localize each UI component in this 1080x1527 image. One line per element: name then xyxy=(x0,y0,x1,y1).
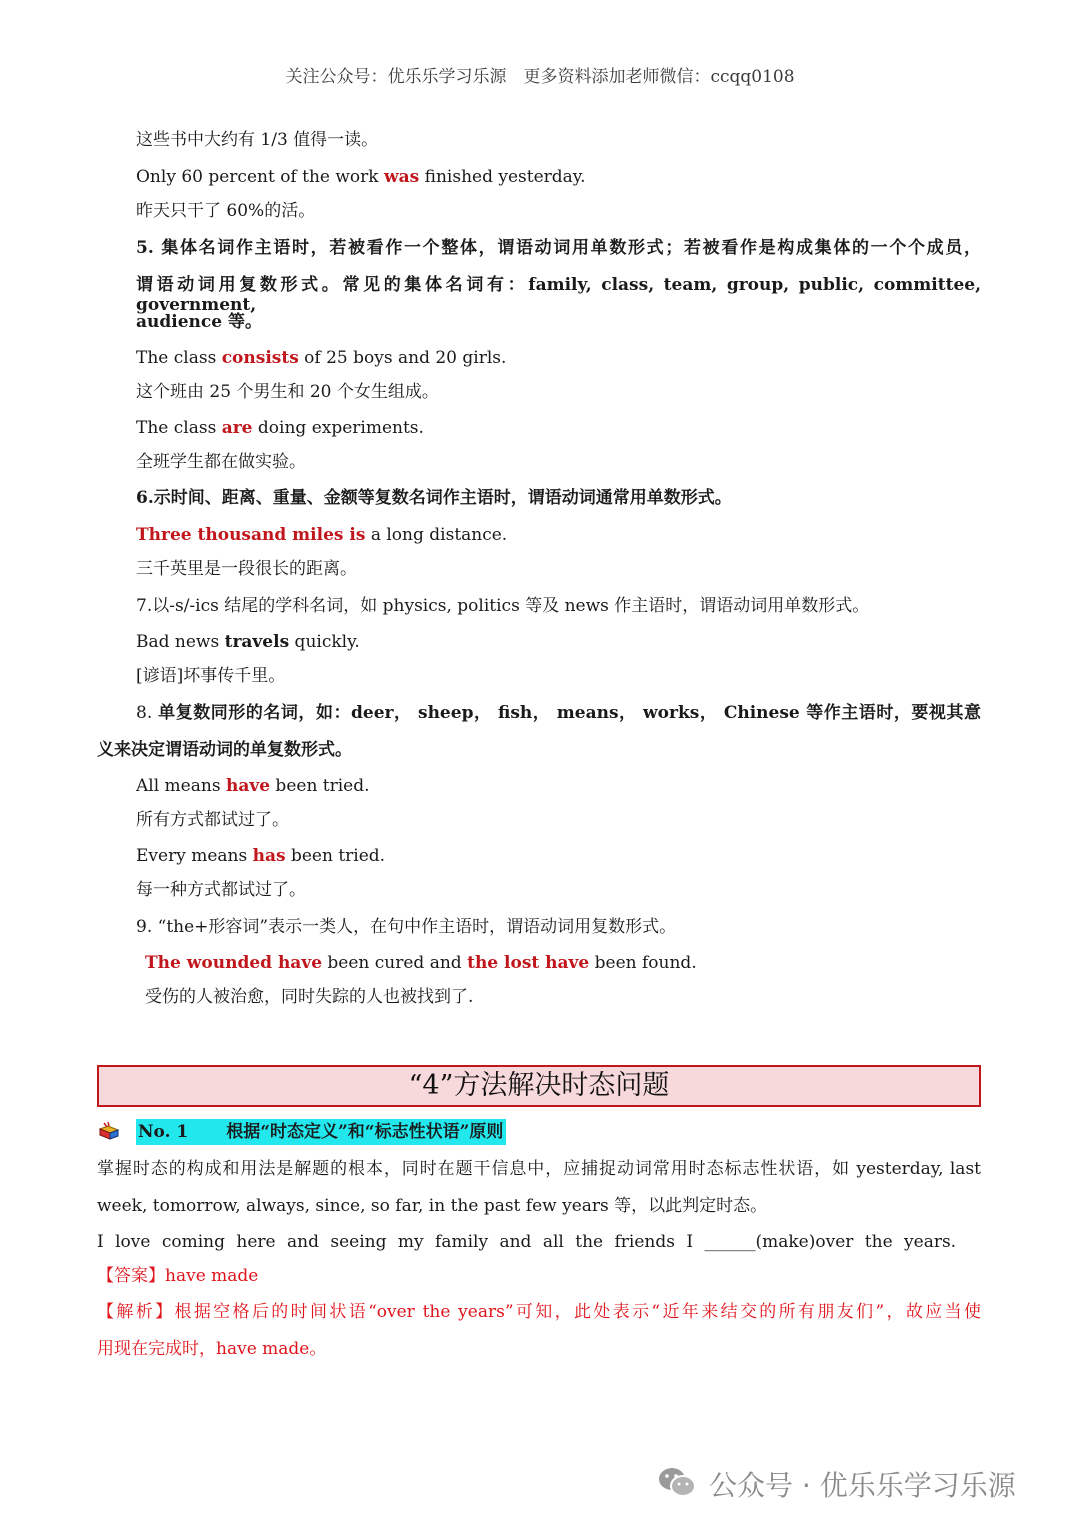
rule-5-line-1: 5. 集体名词作主语时，若被看作一个整体，谓语动词用单数形式；若被看作是构成集体的一个个成员， xyxy=(136,238,981,258)
example-sentence: Every means has been tried. xyxy=(136,846,386,866)
translation: 每一种方式都试过了。 xyxy=(136,880,306,900)
question: I love coming here and seeing my family and all the friends I ______(make)over the years. xyxy=(97,1232,957,1252)
text-line: 这些书中大约有 1/3 值得一读。 xyxy=(136,130,379,150)
page-header: 关注公众号：优乐乐学习乐源 更多资料添加老师微信：ccqq0108 xyxy=(285,67,795,87)
rule-8-line-2: 义来决定谓语动词的单复数形式。 xyxy=(97,740,352,760)
rule-7: 7.以-s/-ics 结尾的学科名词，如 physics, politics 等及 news 作主语时，谓语动词用单数形式。 xyxy=(136,596,870,616)
example-sentence: The class are doing experiments. xyxy=(136,418,424,438)
translation: 全班学生都在做实验。 xyxy=(136,452,306,472)
watermark-text: 公众号 · 优乐乐学习乐源 xyxy=(709,1469,1016,1502)
example-sentence: Three thousand miles is a long distance. xyxy=(136,525,508,545)
book-icon xyxy=(98,1121,120,1141)
example-sentence: All means have been tried. xyxy=(136,776,370,796)
rule-6: 6.示时间、距离、重量、金额等复数名词作主语时，谓语动词通常用单数形式。 xyxy=(136,488,732,508)
example-sentence: Only 60 percent of the work was finished yesterday. xyxy=(136,167,586,187)
example-sentence: The class consists of 25 boys and 20 girls. xyxy=(136,348,507,368)
rule-9: 9. “the+形容词”表示一类人，在句中作主语时，谓语动词用复数形式。 xyxy=(136,917,677,937)
rule-8-line-1: 8. 单复数同形的名词，如：deer， sheep， fish， means， works， Chinese 等作主语时，要视其意 xyxy=(136,703,981,723)
analysis-line-2: 用现在完成时，have made。 xyxy=(97,1339,327,1359)
rule-5-line-2: 谓语动词用复数形式。常见的集体名词有：family, class, team, group, public, committee, government, xyxy=(136,275,981,316)
translation: 昨天只干了 60%的活。 xyxy=(136,201,316,221)
answer: 【答案】have made xyxy=(97,1266,259,1286)
paragraph-line: week, tomorrow, always, since, so far, in the past few years 等，以此判定时态。 xyxy=(97,1196,768,1216)
translation: [谚语]坏事传千里。 xyxy=(136,666,286,686)
wechat-icon xyxy=(657,1466,697,1498)
method-label: No. 1 根据“时态定义”和“标志性状语”原则 xyxy=(136,1119,506,1145)
translation: 这个班由 25 个男生和 20 个女生组成。 xyxy=(136,382,439,402)
translation: 三千英里是一段很长的距离。 xyxy=(136,559,357,579)
example-sentence: Bad news travels quickly. xyxy=(136,632,360,652)
translation: 受伤的人被治愈，同时失踪的人也被找到了. xyxy=(145,987,474,1007)
section-title: “4”方法解决时态问题 xyxy=(97,1065,981,1107)
paragraph-line: 掌握时态的构成和用法是解题的根本，同时在题干信息中，应捕捉动词常用时态标志性状语，如 yesterday, last xyxy=(97,1159,981,1179)
translation: 所有方式都试过了。 xyxy=(136,810,289,830)
example-sentence: The wounded have been cured and the lost have been found. xyxy=(145,953,697,973)
rule-5-line-3: audience 等。 xyxy=(136,312,262,332)
watermark xyxy=(657,1462,1057,1502)
analysis-line-1: 【解析】根据空格后的时间状语“over the years”可知，此处表示“近年来结交的所有朋友们”，故应当使 xyxy=(97,1302,981,1322)
